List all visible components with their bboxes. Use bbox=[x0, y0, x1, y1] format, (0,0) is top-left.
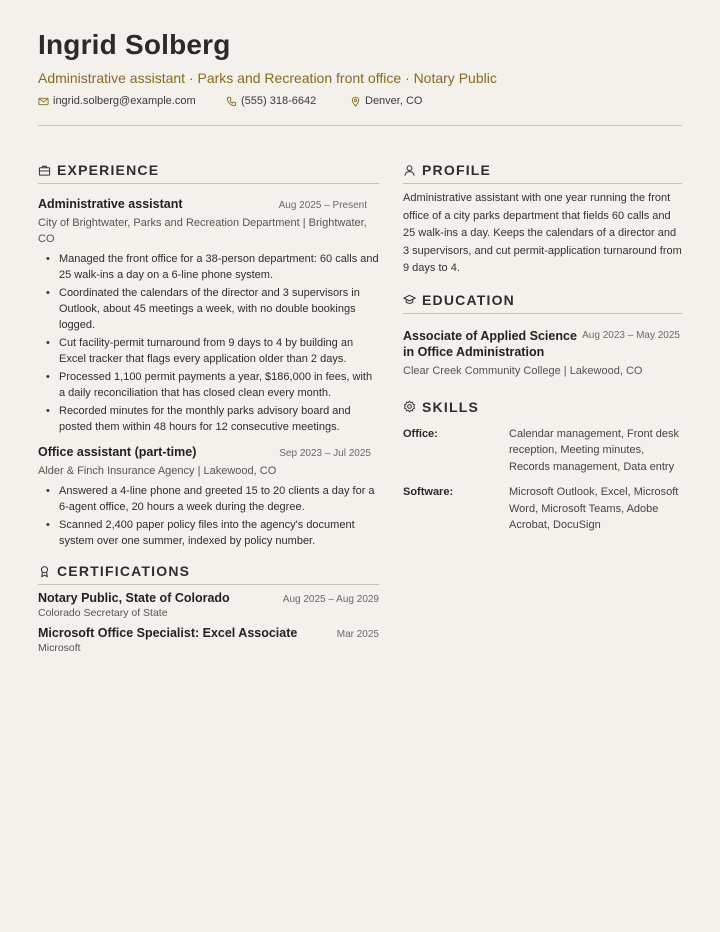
skill-row bbox=[403, 484, 682, 534]
bullet-item: • Processed 1,100 permit payments a year, $186,000 in fees, with a daily reconciliation that has closed clean every month. bbox=[59, 369, 379, 401]
job-title: Office assistant (part-time) bbox=[38, 445, 197, 459]
education-entry bbox=[403, 328, 682, 379]
left-column bbox=[38, 162, 379, 654]
tagline: Administrative assistant · Parks and Recreation front office · Notary Public bbox=[38, 70, 497, 86]
experience-heading bbox=[38, 162, 379, 184]
education-dates: Aug 2023 – May 2025 bbox=[582, 329, 680, 341]
email-text: ingrid.solberg@example.com bbox=[53, 95, 196, 107]
bullet-item: • Scanned 2,400 paper policy files into the agency's document system over one summer, indexed by policy number. bbox=[59, 517, 379, 549]
profile-heading-text: PROFILE bbox=[422, 162, 492, 178]
cert-title: Microsoft Office Specialist: Excel Associate bbox=[38, 626, 298, 640]
contact-line bbox=[38, 94, 682, 110]
job-organization: City of Brightwater, Parks and Recreation Department | Brightwater, CO bbox=[38, 217, 367, 245]
header-divider bbox=[38, 125, 682, 126]
job-dates: Sep 2023 – Jul 2025 bbox=[279, 448, 371, 459]
skill-category: Office: bbox=[403, 427, 438, 440]
experience-heading-text: EXPERIENCE bbox=[57, 162, 160, 178]
location-pin-icon bbox=[350, 96, 361, 107]
job-bullets bbox=[38, 251, 379, 435]
cert-dates: Mar 2025 bbox=[336, 629, 379, 640]
school-name: Clear Creek Community College | Lakewood, CO bbox=[403, 364, 643, 377]
job-bullets bbox=[38, 483, 379, 549]
degree-title: Associate of Applied Science in Office Administration bbox=[403, 328, 577, 359]
job-dates: Aug 2025 – Present bbox=[278, 200, 367, 211]
education-heading bbox=[403, 292, 682, 314]
skills-heading bbox=[403, 399, 682, 420]
job-entry bbox=[38, 197, 379, 435]
award-icon bbox=[38, 565, 51, 578]
location-text: Denver, CO bbox=[365, 95, 423, 107]
skill-values: Calendar management, Front desk reception, Meeting minutes, Records management, Data entry bbox=[509, 427, 679, 473]
job-entry bbox=[38, 445, 379, 549]
gear-icon bbox=[403, 400, 416, 413]
certifications-heading-text: CERTIFICATIONS bbox=[57, 563, 191, 579]
cert-title: Notary Public, State of Colorado bbox=[38, 591, 230, 605]
contact-phone[interactable] bbox=[226, 94, 316, 108]
bullet-item: • Answered a 4-line phone and greeted 15 to 20 clients a day for a 6-agent office, 20 hours a week during the degree. bbox=[59, 483, 379, 515]
bullet-item: • Coordinated the calendars of the director and 3 supervisors in Outlook, about 45 meetings a week, with no double bookings logged. bbox=[59, 285, 379, 333]
phone-icon bbox=[226, 96, 237, 107]
profile-summary: Administrative assistant with one year running the front office of a city parks department that fields 60 calls and 25 walk-ins a day. Keeps the calendars of a director and 3 supervisors, and cut permit-application turnaround from 9 days to 4. bbox=[403, 192, 682, 274]
bullet-item: • Managed the front office for a 38-person department: 60 calls and 25 walk-ins a day on a 6-line phone system. bbox=[59, 251, 379, 283]
contact-email[interactable] bbox=[38, 94, 196, 108]
user-icon bbox=[403, 164, 416, 177]
skill-values: Microsoft Outlook, Excel, Microsoft Word, Microsoft Teams, Adobe Acrobat, DocuSign bbox=[509, 486, 679, 531]
graduation-cap-icon bbox=[403, 293, 416, 306]
cert-dates: Aug 2025 – Aug 2029 bbox=[282, 594, 379, 605]
briefcase-icon bbox=[38, 164, 51, 177]
skill-row bbox=[403, 426, 682, 476]
bullet-item: • Cut facility-permit turnaround from 9 days to 4 by building an Excel tracker that flags every application older than 2 days. bbox=[59, 335, 379, 367]
cert-issuer: Microsoft bbox=[38, 642, 81, 654]
skills-heading-text: SKILLS bbox=[422, 398, 479, 415]
skill-category: Software: bbox=[403, 486, 454, 498]
contact-location bbox=[350, 94, 422, 108]
phone-text: (555) 318-6642 bbox=[241, 95, 317, 107]
mail-icon bbox=[38, 96, 49, 107]
job-title: Administrative assistant bbox=[38, 197, 183, 211]
resume-header bbox=[38, 30, 682, 110]
certification-entry bbox=[38, 591, 379, 619]
profile-heading bbox=[403, 162, 682, 184]
candidate-name: Ingrid Solberg bbox=[38, 29, 231, 60]
right-column bbox=[403, 162, 682, 534]
cert-issuer: Colorado Secretary of State bbox=[38, 607, 168, 619]
certification-entry bbox=[38, 626, 379, 654]
bullet-item: • Recorded minutes for the monthly parks advisory board and posted them within 48 hours for 12 consecutive meetings. bbox=[59, 403, 379, 435]
education-heading-text: EDUCATION bbox=[422, 291, 515, 308]
job-organization: Alder & Finch Insurance Agency | Lakewood, CO bbox=[38, 465, 277, 477]
certifications-heading bbox=[38, 563, 379, 585]
